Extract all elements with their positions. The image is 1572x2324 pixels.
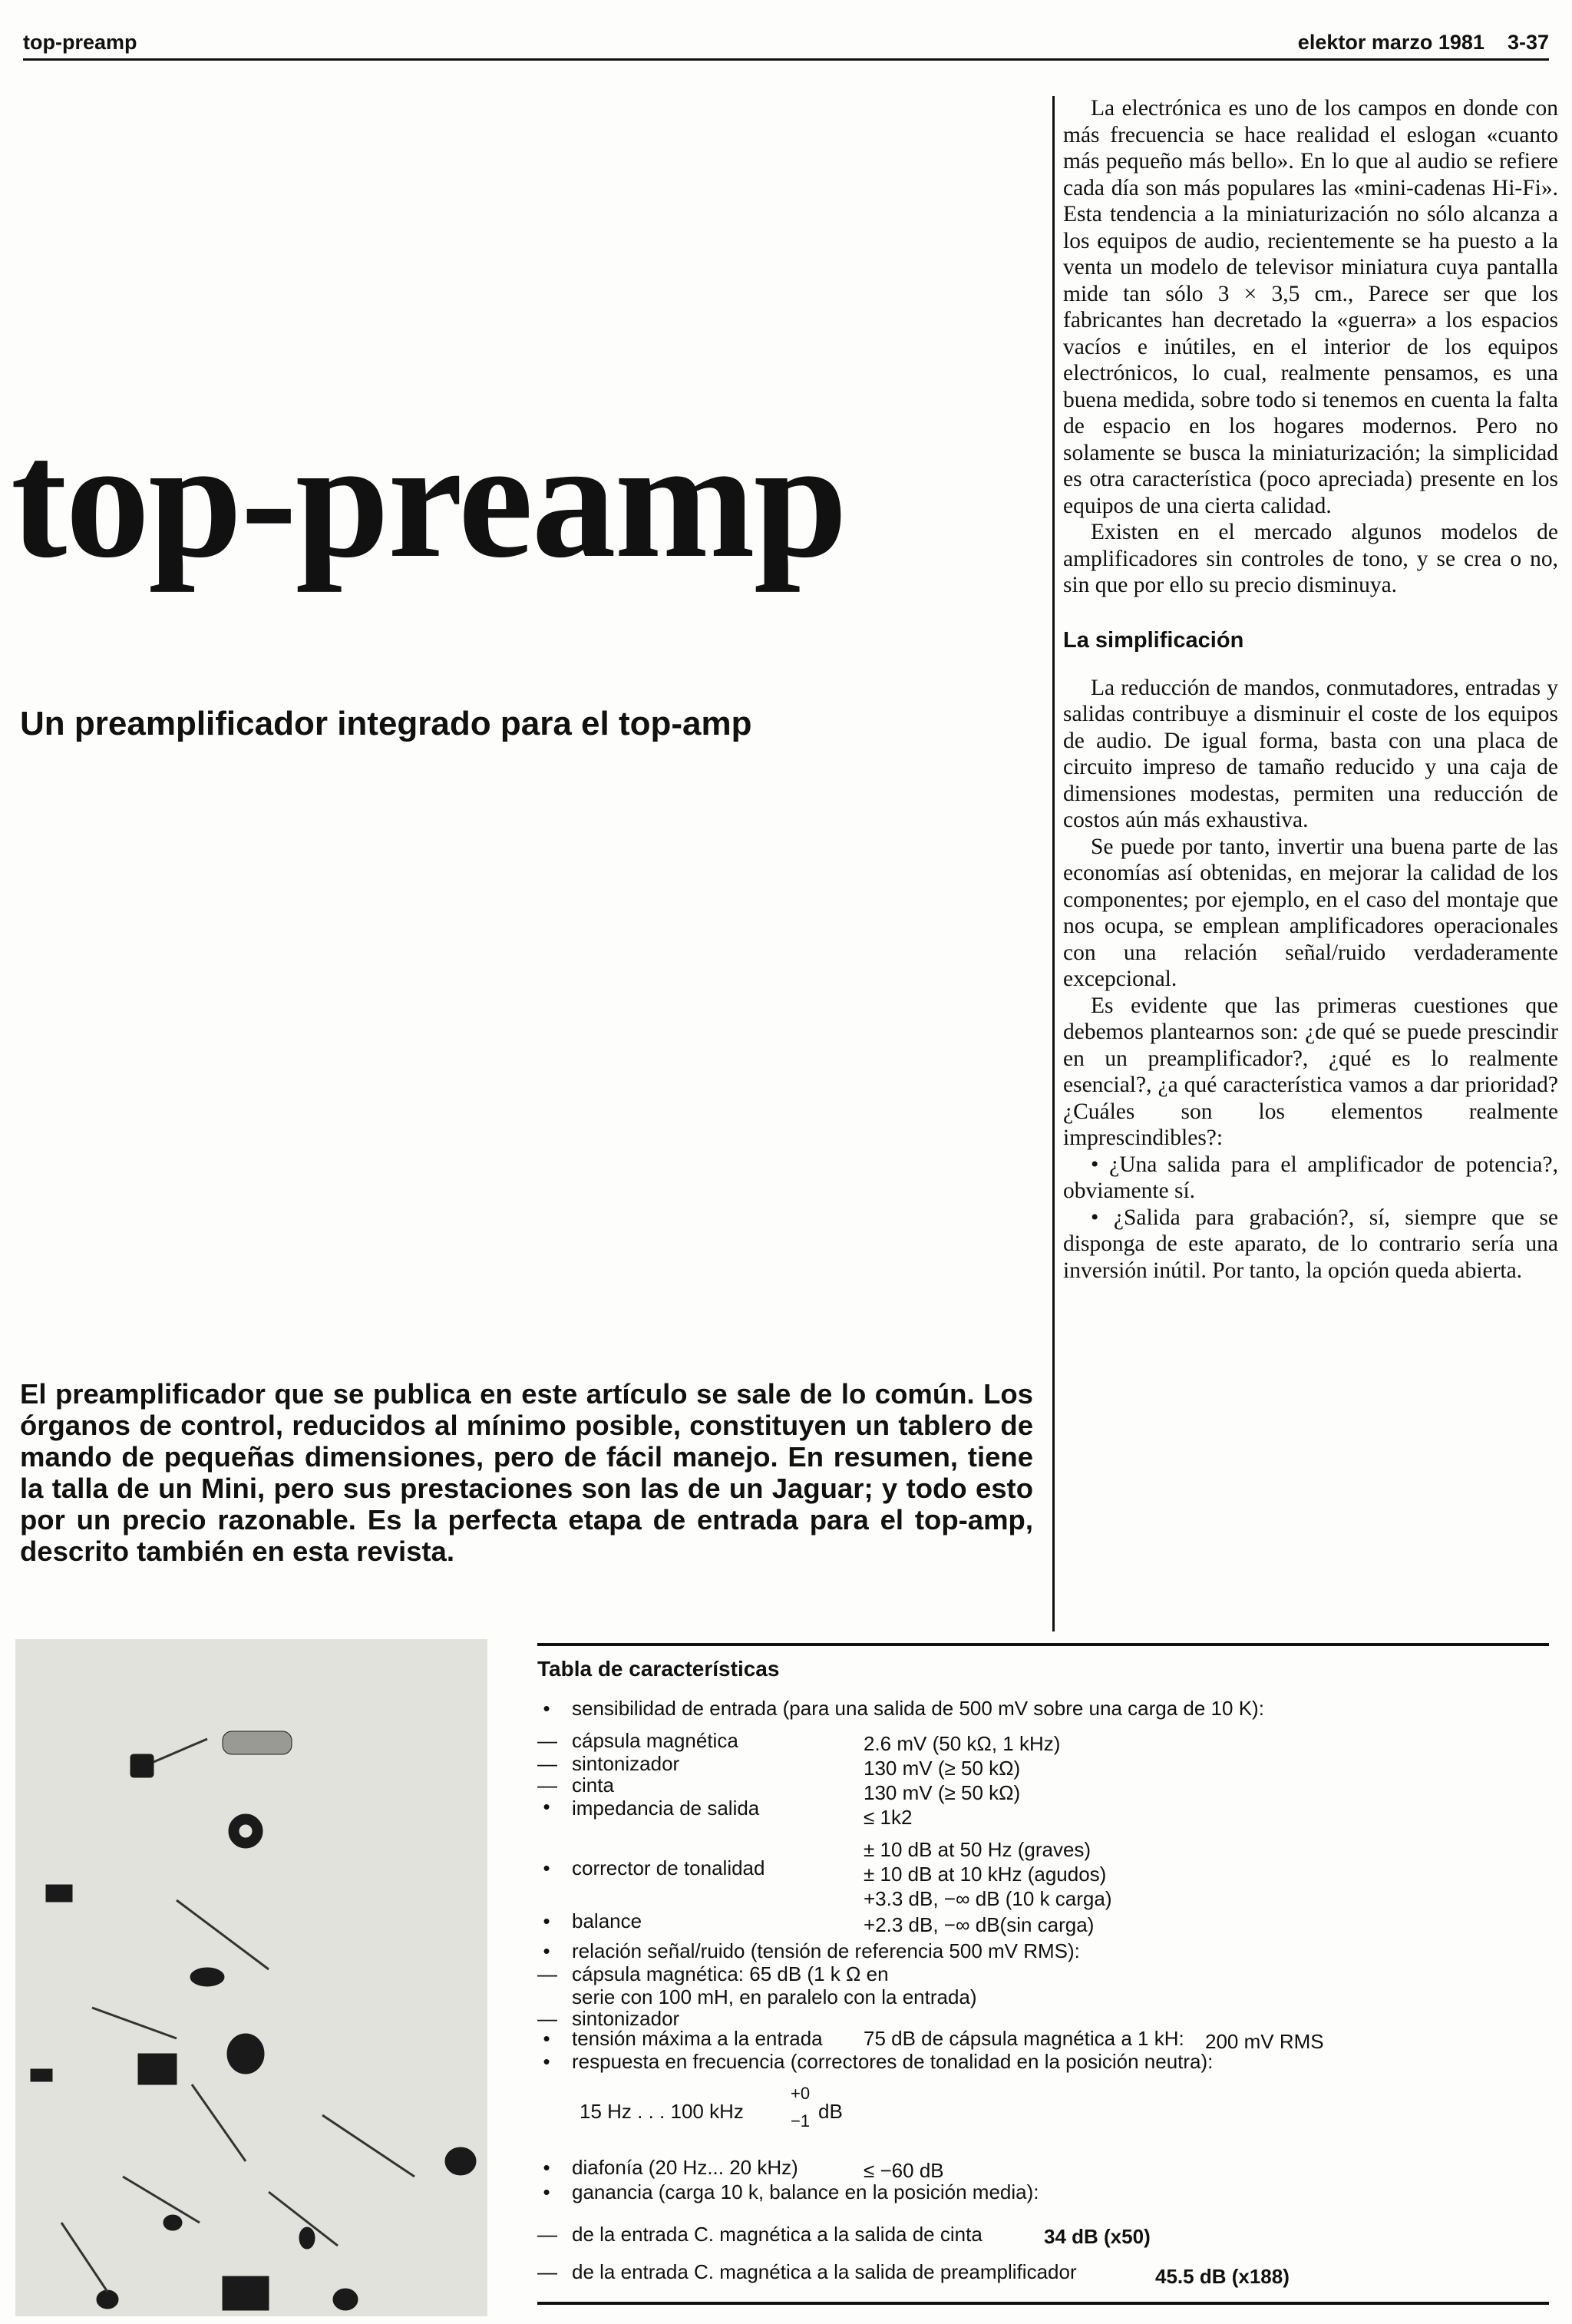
spec-dash: — [537, 1752, 557, 1775]
body-column [1063, 95, 1558, 1284]
spec-bullet: • [543, 2180, 550, 2203]
spec-freq-tol-up: +0 [791, 2084, 811, 2103]
spec-vmax-value: 75 dB de cápsula magnética a 1 kH: [864, 2027, 1184, 2050]
spec-dash: — [537, 1962, 557, 1985]
spec-tape-label: cinta [572, 1774, 614, 1797]
article-title: top-preamp [11, 405, 847, 593]
spec-bullet: • [543, 1697, 550, 1720]
spec-gain-preamp-label: de la entrada C. magnética a la salida de preamplificador [572, 2260, 1077, 2283]
spec-snr-cap-line1: cápsula magnética: 65 dB (1 k Ω en [572, 1962, 889, 1985]
spec-dash: — [537, 2007, 557, 2030]
running-header-section: top-preamp [23, 31, 137, 54]
spec-snr-cap-line2: serie con 100 mH, en paralelo con la entrada) [572, 1985, 977, 2008]
spec-tone-value-treble: ± 10 dB at 10 kHz (agudos) [864, 1863, 1107, 1886]
spec-freq-tol-down: −1 [791, 2111, 811, 2131]
spec-snr-tuner: sintonizador [572, 2007, 680, 2030]
section-heading: La simplificación [1063, 627, 1244, 653]
spec-vmax-label: tensión máxima a la entrada [572, 2027, 823, 2050]
spec-bullet: • [543, 1909, 550, 1932]
spec-cap-value: 2.6 mV (50 kΩ, 1 kHz) [864, 1732, 1061, 1755]
spec-tuner-value: 130 mV (≥ 50 kΩ) [864, 1757, 1021, 1780]
spec-bullet: • [543, 2027, 550, 2050]
article-intro: El preamplificador que se publica en este artículo se sale de lo común. Los órganos de control, reducidos al mínimo posible, constituyen un tablero de mando de pequeñas dimensiones, pero de fácil manejo. En resumen, tiene la talla de un Mini, pero sus prestaciones son las de un Jaguar; y todo esto por un precio razonable. Es la perfecta etapa de entrada para el top-amp, descrito también en esta revista. [20, 1378, 1033, 1567]
body-paragraph: Existen en el mercado algunos modelos de amplificadores sin controles de tono, y se crea o no, sin que por ello su precio disminuya. [1063, 520, 1558, 597]
spec-impedance-value: ≤ 1k2 [864, 1806, 913, 1829]
spec-freq: respuesta en frecuencia (correctores de tonalidad en la posición neutra): [572, 2050, 1214, 2073]
spec-bullet: • [543, 2050, 550, 2073]
spec-balance-value-noload: +2.3 dB, −∞ dB(sin carga) [864, 1913, 1095, 1936]
spec-crosstalk-value: ≤ −60 dB [864, 2159, 944, 2182]
running-header-publication [1298, 31, 1549, 55]
components-photo [15, 1639, 487, 2316]
body-paragraph: Es evidente que las primeras cuestiones que debemos plantearnos son: ¿de qué se puede prescindir en un preamplificador?, ¿qué es lo realmente esencial?, ¿a qué característica vamos a dar prioridad? ¿Cuáles son los elementos realmente imprescindibles?: [1063, 993, 1558, 1150]
spec-balance-value-load: +3.3 dB, −∞ dB (10 k carga) [864, 1887, 1112, 1910]
specs-table-title: Tabla de características [537, 1657, 780, 1681]
article-subtitle: Un preamplificador integrado para el top-amp [20, 705, 752, 742]
spec-tape-value: 130 mV (≥ 50 kΩ) [864, 1781, 1021, 1804]
spec-bullet: • [543, 2156, 550, 2179]
publication-name: elektor marzo 1981 [1297, 31, 1484, 54]
components-photo-illustration [15, 1639, 487, 2316]
spec-dash: — [537, 2260, 557, 2283]
spec-vmax-value-rms: 200 mV RMS [1205, 2030, 1324, 2053]
body-bullet: • ¿Una salida para el amplificador de potencia?, obviamente sí. [1063, 1152, 1558, 1203]
spec-gain: ganancia (carga 10 k, balance en la posición media): [572, 2180, 1039, 2203]
spec-cap-label: cápsula magnética [572, 1729, 738, 1752]
spec-bullet: • [543, 1795, 550, 1818]
body-bullet: • ¿Salida para grabación?, sí, siempre que se disponga de este aparato, de lo contrario sería una inversión inútil. Por tanto, la opción queda abierta. [1063, 1205, 1558, 1283]
spec-tone-value-bass: ± 10 dB at 50 Hz (graves) [864, 1838, 1091, 1861]
spec-freq-unit: dB [818, 2100, 843, 2123]
column-divider [1052, 96, 1055, 1631]
spec-sensitivity: sensibilidad de entrada (para una salida de 500 mV sobre una carga de 10 K): [572, 1697, 1264, 1720]
spec-gain-tape-label: de la entrada C. magnética a la salida de cinta [572, 2223, 982, 2246]
table-rule-top [537, 1643, 1549, 1646]
spec-balance-label: balance [572, 1909, 642, 1932]
spec-crosstalk-label: diafonía (20 Hz... 20 kHz) [572, 2156, 798, 2179]
page-number: 3-37 [1507, 31, 1549, 54]
spec-dash: — [537, 1774, 557, 1797]
spec-bullet: • [543, 1939, 550, 1962]
body-paragraph: La electrónica es uno de los campos en donde con más frecuencia se hace realidad el eslogan «cuanto más pequeño más bello». En lo que al audio se refiere cada día son más populares las «mini-cadenas Hi-Fi». Esta tendencia a la miniaturización no sólo alcanza a los equipos de audio, recientemente se ha puesto a la venta un modelo de televisor miniatura cuya pantalla mide tan sólo 3 × 3,5 cm., Parece ser que los fabricantes han decretado la «guerra» a los espacios vacíos e inútiles, en el interior de los equipos electrónicos, lo cual, realmente pensamos, es una buena medida, sobre todo si tenemos en cuenta la falta de espacio en los hogares modernos. Pero no solamente se busca la miniaturización; la simplicidad es otra característica (poco apreciada) presente en los equipos de una cierta calidad. [1063, 96, 1558, 518]
spec-gain-tape-value: 34 dB (x50) [1044, 2225, 1151, 2248]
spec-impedance-label: impedancia de salida [572, 1797, 760, 1820]
spec-dash: — [537, 2223, 557, 2246]
table-rule-bottom [537, 2302, 1549, 2305]
spec-gain-preamp-value: 45.5 dB (x188) [1155, 2265, 1290, 2288]
spec-freq-range: 15 Hz . . . 100 kHz [580, 2100, 744, 2123]
header-rule [23, 58, 1549, 61]
spec-bullet: • [543, 1856, 550, 1879]
spec-dash: — [537, 1729, 557, 1752]
spec-tone-label: corrector de tonalidad [572, 1856, 765, 1879]
body-paragraph: Se puede por tanto, invertir una buena parte de las economías así obtenidas, en mejorar la calidad de los componentes; por ejemplo, en el caso del montaje que nos ocupa, se emplean amplificadores operacionales con una relación señal/ruido verdaderamente excepcional. [1063, 834, 1558, 991]
body-paragraph: La reducción de mandos, conmutadores, entradas y salidas contribuye a disminuir el coste de los equipos de audio. De igual forma, basta con una placa de circuito impreso de tamaño reducido y una caja de dimensiones modestas, permiten una reducción de costos aún más exhaustiva. [1063, 675, 1558, 832]
spec-tuner-label: sintonizador [572, 1752, 680, 1775]
spec-snr: relación señal/ruido (tensión de referencia 500 mV RMS): [572, 1939, 1080, 1962]
